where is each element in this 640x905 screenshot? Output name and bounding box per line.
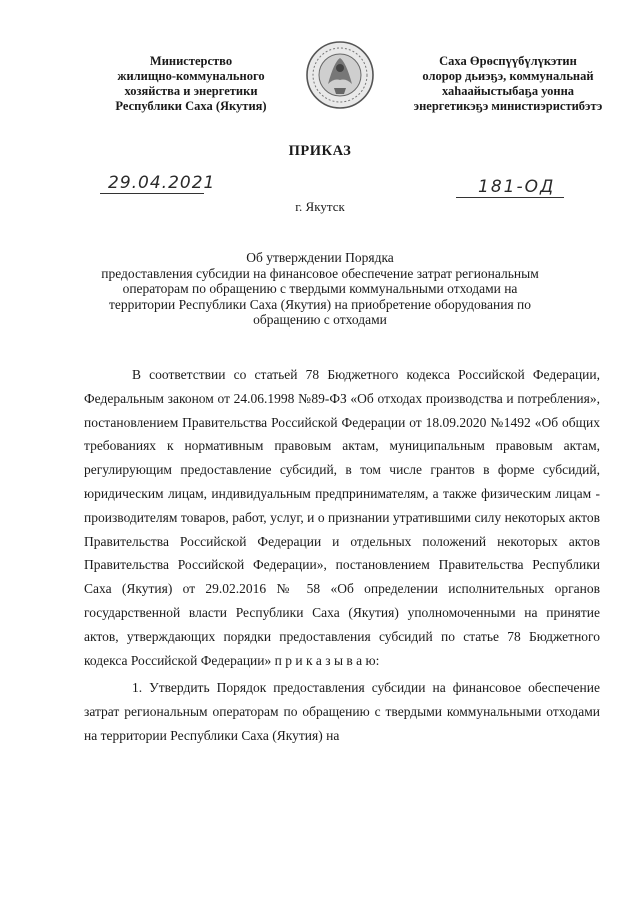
subject-line: Об утверждении Порядка bbox=[246, 250, 394, 265]
document-title: ПРИКАЗ bbox=[288, 143, 352, 159]
subject-line: территории Республики Саха (Якутия) на приобретение оборудования по bbox=[108, 296, 532, 312]
ministry-name-line: Саха Өрөспүүбүлүкэтин bbox=[439, 54, 577, 68]
order-body bbox=[84, 363, 600, 752]
ministry-name-line: Министерство bbox=[149, 54, 233, 68]
ministry-name-line: хаһаайыстыбаҕа уонна bbox=[441, 84, 575, 98]
city-line: г. Якутск bbox=[295, 199, 345, 214]
ministry-name-line: Республики Саха (Якутия) bbox=[115, 99, 267, 113]
ministry-name-line: олорор дьиэҕэ, коммунальнай bbox=[422, 69, 594, 83]
preamble-paragraph: В соответствии со статьей 78 Бюджетного кодекса Российской Федерации, Федеральным законом от 24.06.1998 №89-ФЗ «Об отходах производства и потребления», постановлением Правительства Российской Федерации от 18.09.2020 №1492 «Об общих требованиях к нормативным правовым актам, муниципальным правовым актам, регулирующим предоставление субсидий, в том числе грантов в форме субсидий, юридическим лицам, индивидуальным предпринимателям, а также физическим лицам - производителям товаров, работ, услуг, и о признании утратившими силу некоторых актов Правительства Российской Федерации и отдельных положений некоторых актов Правительства Российской Федерации», постановлением Правительства Республики Саха (Якутия) от 29.02.2016 № 58 «Об определении исполнительных органов государственной власти Республики Саха (Якутия) уполномоченными на принятие актов, утверждающих порядки предоставления субсидий по статье 78 Бюджетного кодекса Российской Федерации» п р и к а з ы в а ю: bbox=[84, 367, 600, 668]
coat-of-arms-icon bbox=[304, 38, 376, 112]
ministry-name-line: жилищно-коммунального bbox=[117, 69, 265, 83]
ministry-name-russian bbox=[96, 54, 286, 114]
order-subject bbox=[70, 250, 570, 328]
subject-line: обращению с отходами bbox=[253, 312, 387, 328]
subject-line: операторам по обращению с твердыми коммунальными отходами на bbox=[122, 281, 518, 297]
subject-line: предоставления субсидии на финансовое обеспечение затрат региональным bbox=[101, 265, 539, 281]
ministry-name-line: хозяйства и энергетики bbox=[124, 84, 258, 98]
order-date: 29.04.2021 bbox=[108, 173, 216, 193]
order-number: 181-ОД bbox=[478, 177, 556, 197]
clause-paragraph: 1. Утвердить Порядок предоставления субсидии на финансовое обеспечение затрат региональным операторам по обращению с твердыми коммунальными отходами на территории Республики Саха (Якутия) на bbox=[84, 680, 600, 743]
ministry-name-yakut bbox=[398, 54, 618, 114]
ministry-name-line: энергетикэҕэ министиэристибэтэ bbox=[413, 99, 603, 113]
date-underline bbox=[100, 193, 204, 194]
number-underline bbox=[456, 197, 564, 198]
